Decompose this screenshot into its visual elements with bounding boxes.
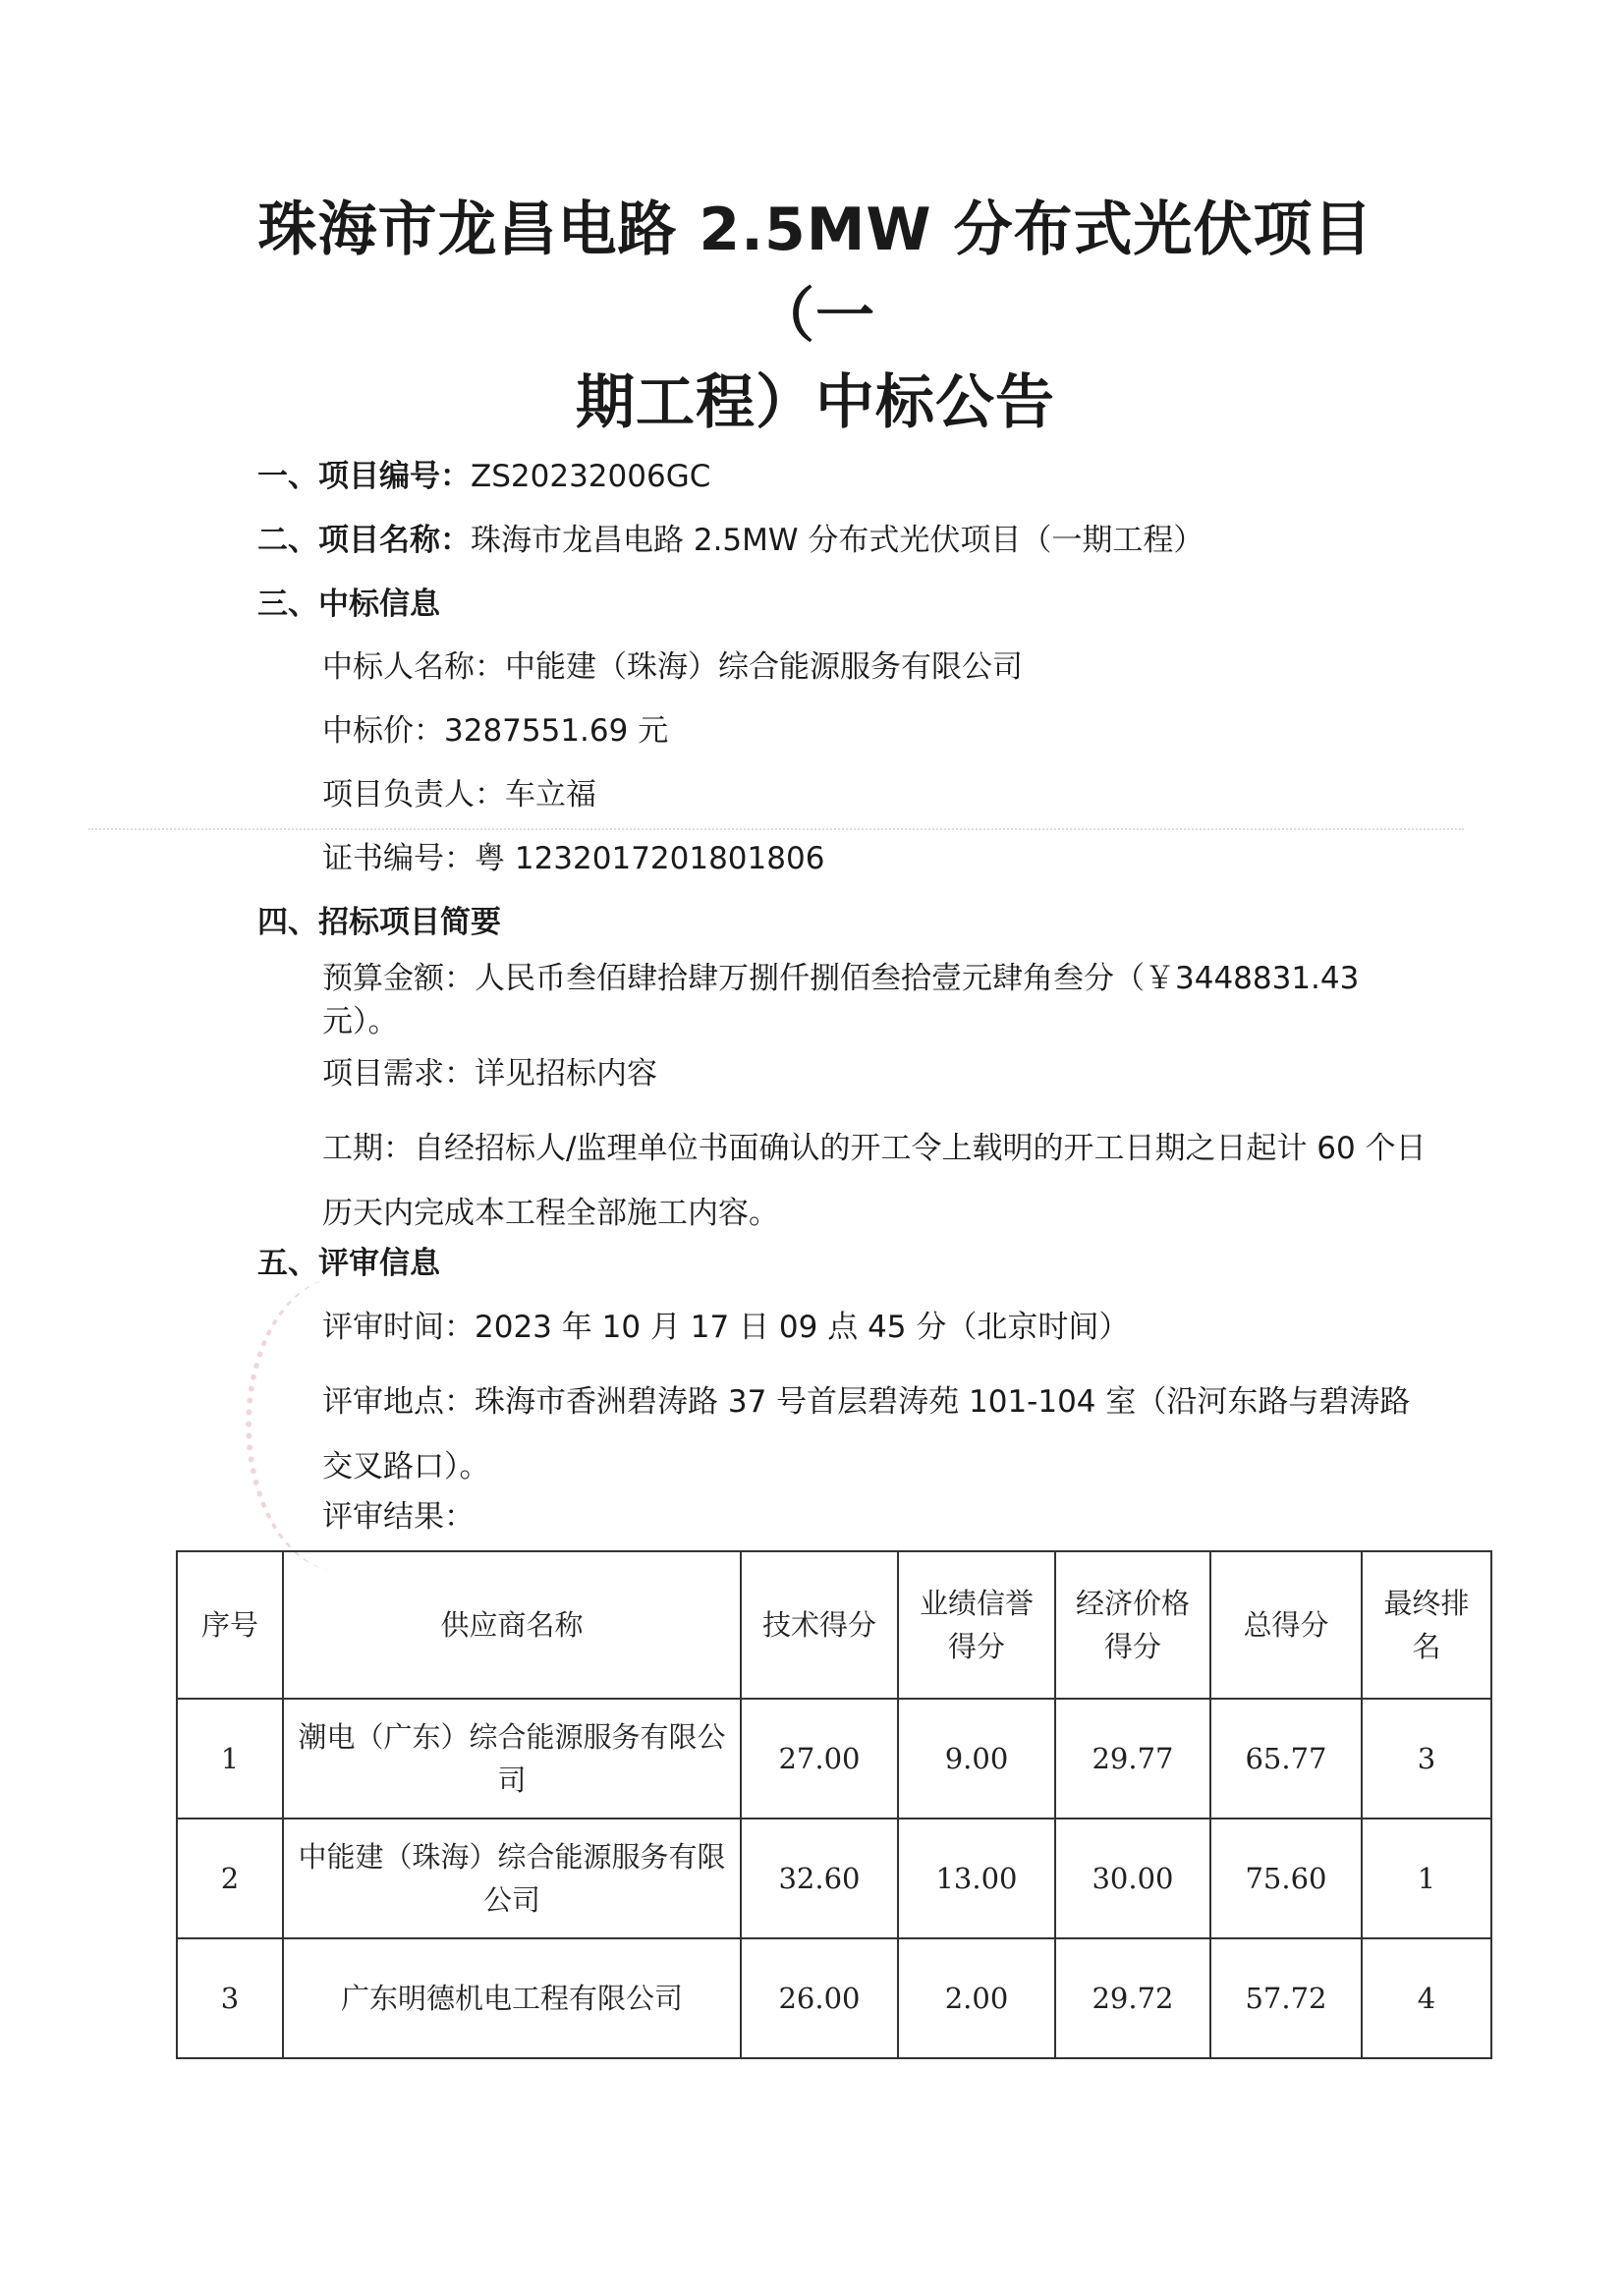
cell-total-score: 75.60: [1210, 1819, 1362, 1938]
title-line-2: 期工程）中标公告: [576, 368, 1055, 437]
cell-price-score: 29.77: [1055, 1699, 1210, 1819]
cell-reputation-score: 13.00: [898, 1819, 1055, 1938]
section-5-heading: 五、评审信息: [257, 1246, 440, 1281]
winning-price: 中标价：3287551.69 元: [322, 713, 669, 749]
results-table: [176, 1550, 1492, 2059]
header-rank: 最终排名: [1362, 1551, 1491, 1699]
cell-total-score: 57.72: [1210, 1938, 1362, 2058]
project-name: [257, 519, 1204, 562]
cell-reputation-score: 9.00: [898, 1699, 1055, 1819]
cell-seq: 1: [177, 1699, 283, 1819]
table-row: [177, 1819, 1491, 1938]
cell-tech-score: 27.00: [741, 1699, 898, 1819]
cell-tech-score: 26.00: [741, 1938, 898, 2058]
cell-rank: 1: [1362, 1819, 1491, 1938]
budget-amount: 预算金额：人民币叁佰肆拾肆万捌仟捌佰叁拾壹元肆角叁分（￥3448831.43元）。: [322, 961, 1360, 1039]
cell-total-score: 65.77: [1210, 1699, 1362, 1819]
construction-period: 工期：自经招标人/监理单位书面确认的开工令上载明的开工日期之日起计 60 个日历天内完成本工程全部施工内容。: [322, 1131, 1427, 1231]
header-tech-score: 技术得分: [741, 1551, 898, 1699]
cell-seq: 3: [177, 1938, 283, 2058]
header-reputation-score: 业绩信誉得分: [898, 1551, 1055, 1699]
table-row: [177, 1699, 1491, 1819]
project-number: [257, 455, 710, 498]
table-row: [177, 1938, 1491, 2058]
review-time: 评审时间：2023 年 10 月 17 日 09 点 45 分（北京时间）: [322, 1310, 1130, 1345]
review-result-label: 评审结果：: [322, 1499, 475, 1535]
cell-price-score: 30.00: [1055, 1819, 1210, 1938]
header-seq: 序号: [177, 1551, 283, 1699]
cell-price-score: 29.72: [1055, 1938, 1210, 2058]
scan-artifact-line: [88, 828, 1464, 830]
cell-supplier: 广东明德机电工程有限公司: [283, 1938, 741, 2058]
cell-seq: 2: [177, 1819, 283, 1938]
cell-tech-score: 32.60: [741, 1819, 898, 1938]
cell-supplier: 中能建（珠海）综合能源服务有限公司: [283, 1819, 741, 1938]
cell-reputation-score: 2.00: [898, 1938, 1055, 2058]
title-line-1: 珠海市龙昌电路 2.5MW 分布式光伏项目（一: [257, 196, 1373, 351]
header-supplier: 供应商名称: [283, 1551, 741, 1699]
project-demand: 项目需求：详见招标内容: [322, 1056, 657, 1092]
cell-rank: 4: [1362, 1938, 1491, 2058]
table-header-row: [177, 1551, 1491, 1699]
header-price-score: 经济价格得分: [1055, 1551, 1210, 1699]
review-place: 评审地点：珠海市香洲碧涛路 37 号首层碧涛苑 101-104 室（沿河东路与碧涛路交叉路口）。: [322, 1384, 1411, 1484]
page-title: [226, 187, 1405, 446]
cell-supplier: 潮电（广东）综合能源服务有限公司: [283, 1699, 741, 1819]
winner-name: 中标人名称：中能建（珠海）综合能源服务有限公司: [322, 649, 1023, 685]
cell-rank: 3: [1362, 1699, 1491, 1819]
header-total-score: 总得分: [1210, 1551, 1362, 1699]
project-number-value: ZS20232006GC: [471, 459, 711, 494]
project-manager: 项目负责人：车立福: [322, 777, 596, 812]
project-name-label: 二、项目名称：: [257, 523, 471, 558]
project-number-label: 一、项目编号：: [257, 459, 471, 494]
section-3-heading: 三、中标信息: [257, 587, 440, 622]
project-name-value: 珠海市龙昌电路 2.5MW 分布式光伏项目（一期工程）: [471, 523, 1204, 558]
certificate-number: 证书编号：粤 1232017201801806: [322, 841, 825, 876]
section-4-heading: 四、招标项目简要: [257, 905, 501, 940]
